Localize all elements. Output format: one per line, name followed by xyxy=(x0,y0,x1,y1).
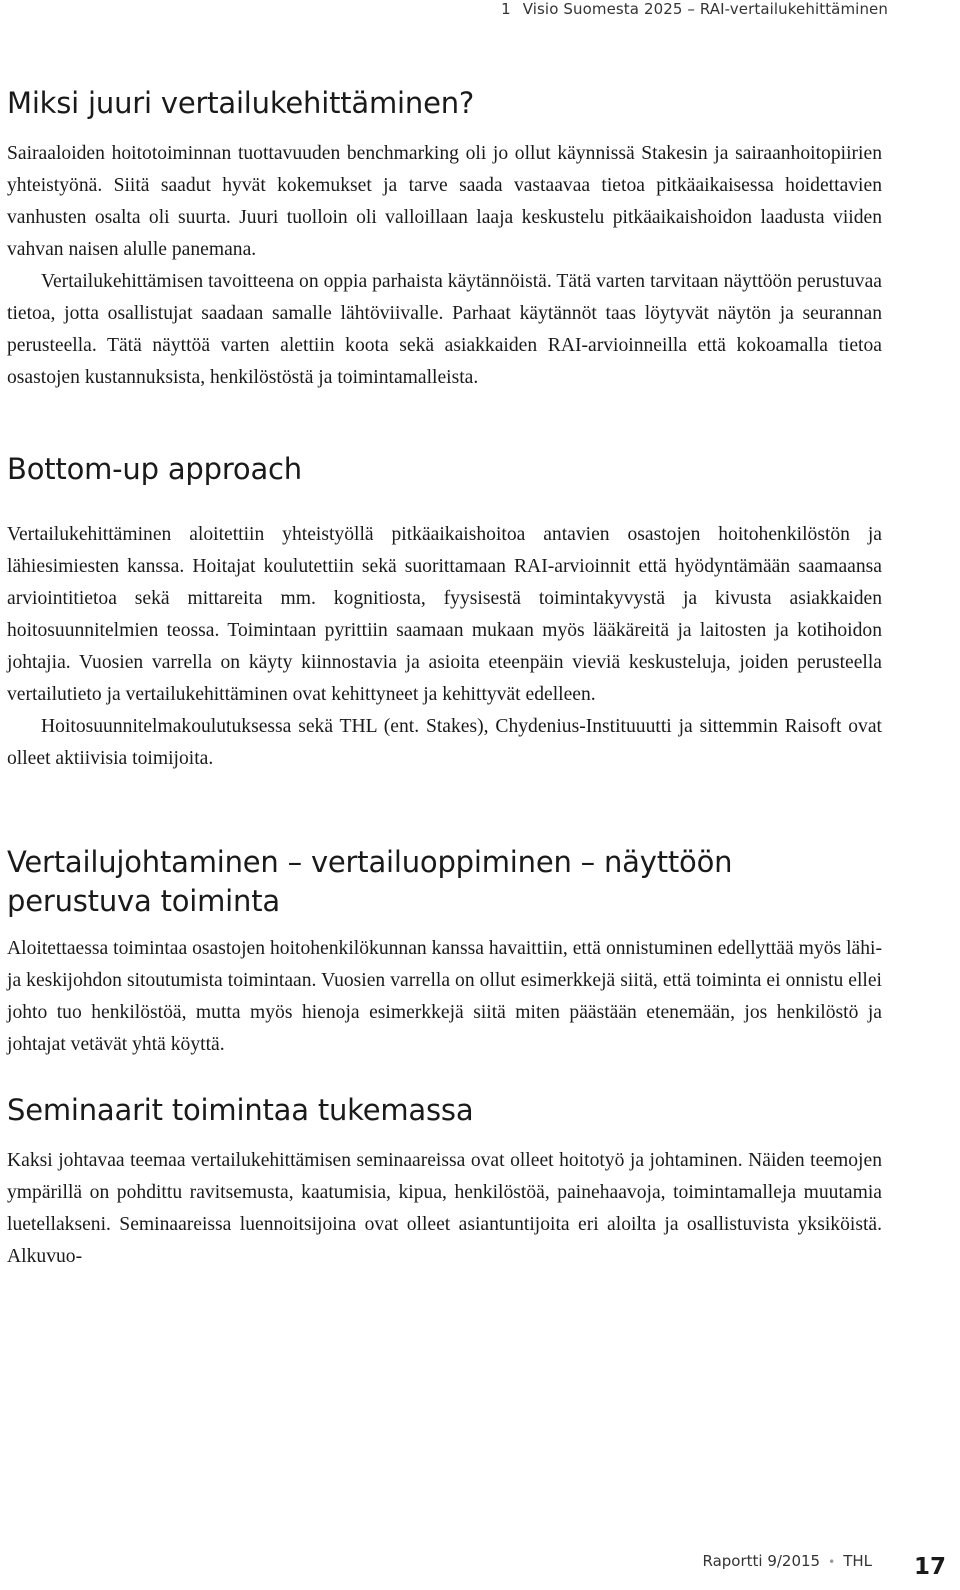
paragraph: Hoitosuunnitelmakoulutuksessa sekä THL (ent. Stakes), Chydenius-Instituuutti ja sittemmin Raisoft ovat olleet aktiivisia toimijoita. xyxy=(7,716,882,769)
section-heading: Vertailujohtaminen – vertailuoppiminen – näyttöön perustuva toiminta xyxy=(7,845,733,918)
report-label: Raportti 9/2015 xyxy=(702,1552,821,1570)
paragraph: Vertailukehittämisen tavoitteena on oppia parhaista käytännöistä. Tätä varten tarvitaan näyttöön perustuvaa tietoa, jotta osallistujat saadaan samalle lähtöviivalle. Parhaat käytännöt taas löytyvät näytön ja seurannan perusteella. Tätä näyttöä varten alettiin koota sekä asiakkaiden RAI-arvioinneilla että kokoamalla tietoa osastojen kustannuksista, henkilöstöstä ja toimintamalleista. xyxy=(7,271,882,388)
paragraph: Vertailukehittäminen aloitettiin yhteistyöllä pitkäaikaishoitoa antavien osastojen hoitohenkilöstön ja lähiesimiesten kanssa. Hoitajat koulutettiin sekä suorittamaan RAI-arvioinnit että hyödyntämään saamaansa arviointitietoa sekä mittareita mm. kognitiosta, fyysisestä toimintakyvystä ja kivusta asiakkaiden hoitosuunnitelmien teossa. Toimintaan pyrittiin saamaan mukaan myös lääkäreitä ja laitosten ja kotihoidon johtajia. Vuosien varrella on käyty kiinnostavia ja asioita eteenpäin vieviä keskusteluja, joiden perusteella vertailutieto ja vertailukehittäminen ovat kehittyneet ja kehittyvät edelleen. xyxy=(7,524,882,705)
section-heading: Seminaarit toimintaa tukemassa xyxy=(7,1093,474,1127)
page-number: 17 xyxy=(913,1554,946,1580)
section-heading: Bottom-up approach xyxy=(7,452,302,486)
chapter-number: 1 xyxy=(501,0,511,18)
paragraph: Aloitettaessa toimintaa osastojen hoitohenkilökunnan kanssa havaittiin, että onnistuminen edellyttää myös lähi- ja keskijohdon sitoutumista toimintaan. Vuosien varrella on ollut esimerkkejä siitä, että toiminta ei onnistu ellei johto tuo henkilöstöä, mutta myös hienoja esimerkkejä siitä miten päästään etenemään, jos henkilöstö ja johtajat vetävät yhtä köyttä. xyxy=(7,938,882,1055)
bullet-separator: • xyxy=(828,1555,836,1569)
publisher-label: THL xyxy=(843,1552,872,1570)
paragraph: Kaksi johtavaa teemaa vertailukehittämisen seminaareissa ovat olleet hoitotyö ja johtaminen. Näiden teemojen ympärillä on pohdittu ravitsemusta, kaatumisia, kipua, henkilöstöä, painehaavoja, toimintamalleja muutamia luetellakseni. Seminaareissa luennoitsijoina ovat olleet asiantuntijoita eri aloilta ja osallistuvista yksiköistä. Alkuvuo- xyxy=(7,1150,882,1267)
running-header xyxy=(501,0,888,18)
section-heading: Miksi juuri vertailukehittäminen? xyxy=(7,86,475,120)
chapter-title: Visio Suomesta 2025 – RAI-vertailukehittäminen xyxy=(522,0,888,18)
page-footer xyxy=(702,1552,872,1570)
page-content xyxy=(7,84,882,1273)
paragraph: Sairaaloiden hoitotoiminnan tuottavuuden benchmarking oli jo ollut käynnissä Stakesin ja sairaanhoitopiirien yhteistyönä. Siitä saadut hyvät kokemukset ja tarve saada vastaavaa tietoa pitkäaikaisessa hoidettavien vanhusten osalta oli suurta. Juuri tuolloin oli valloillaan laaja keskustelu pitkäaikaishoidon laadusta viiden vahvan naisen alulle panemana. xyxy=(7,143,882,260)
